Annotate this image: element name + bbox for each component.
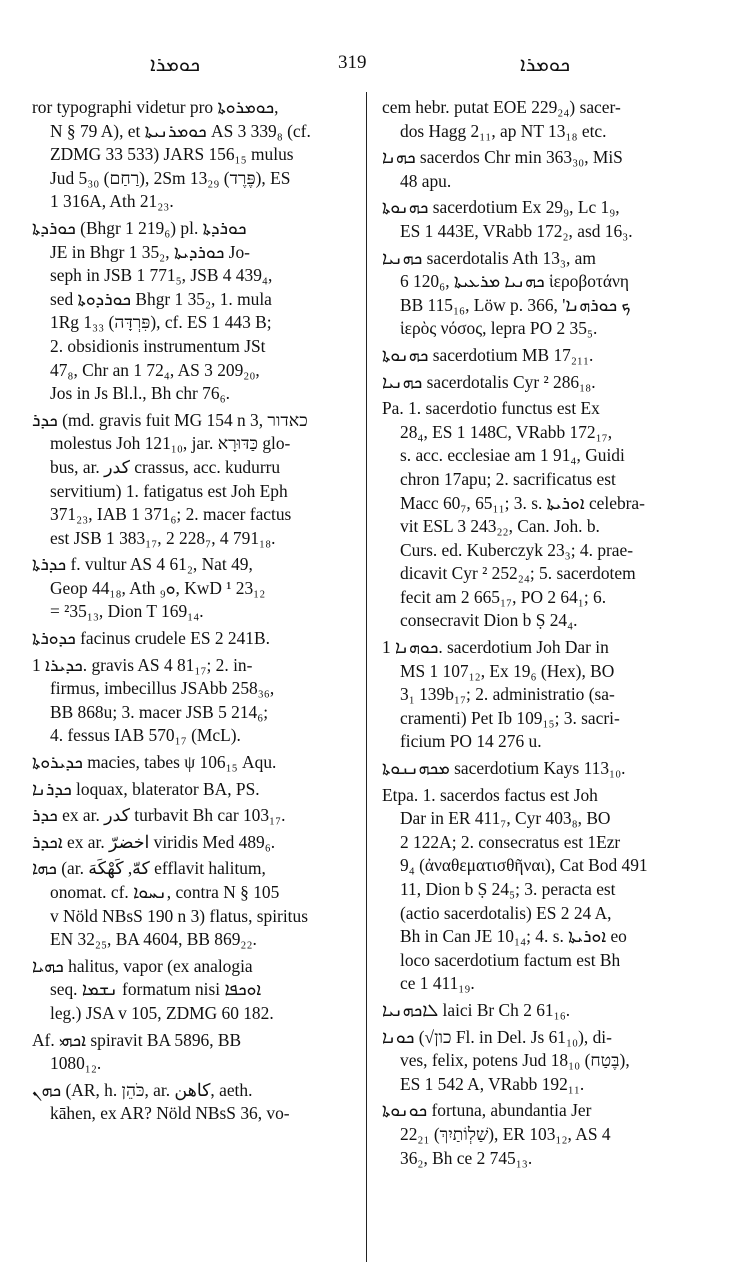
entry-line: 9₄ (ἀναθεματισθῆναι), Cat Bod 491 <box>400 855 648 876</box>
entry-line: Pa. 1. sacerdotio functus est Ex <box>382 398 600 419</box>
entry-line: BB 868u; 3. macer JSB 5 214₆; <box>50 701 269 722</box>
entry-line: 28₄, ES 1 148C, VRabb 172₁₇, <box>400 421 613 442</box>
entry-line: firmus, imbecillus JSAbb 258₃₆, <box>50 678 275 699</box>
entry-line: Etpa. 1. sacerdos factus est Joh <box>382 784 598 805</box>
entry-line: cramenti) Pet Ib 109₁₅; 3. sacri- <box>400 707 620 728</box>
entry-line: seq. ܢܫܡܐ formatum nisi ܐܘܟܦܐ <box>50 979 262 1000</box>
dictionary-entry <box>32 751 350 775</box>
entry-line: onomat. cf. ܢܚܘܐ, contra N § 105 <box>50 882 280 902</box>
entry-line: ܟܕܝܪܐ 1. gravis AS 4 81₁₇; 2. in- <box>32 654 253 675</box>
dictionary-entry <box>382 96 704 143</box>
dictionary-entry <box>382 999 704 1023</box>
entry-line: ܟܗܢܐ sacerdos Chr min 363₃₀, MiS <box>382 147 623 168</box>
dictionary-entry <box>382 344 704 368</box>
dictionary-entry <box>32 1079 350 1126</box>
entry-line: (actio sacerdotalis) ES 2 24 A, <box>400 902 612 923</box>
entry-line: 1080₁₂. <box>50 1053 102 1074</box>
entry-line: fecit am 2 665₁₇, PO 2 64₁; 6. <box>400 586 607 607</box>
dictionary-entry <box>32 553 350 624</box>
dictionary-entry <box>382 757 704 781</box>
entry-line: = ²35₁₃, Dion T 169₁₄. <box>50 601 204 622</box>
dictionary-entry <box>382 397 704 633</box>
entry-line: ܐܟܕܪ ex ar. اخضرّ viridis Med 489₆. <box>32 831 276 852</box>
entry-line: 11, Dion b Ṣ 24₅; 3. peracta est <box>400 879 616 899</box>
entry-line: leg.) JSA v 105, ZDMG 60 182. <box>50 1002 274 1023</box>
entry-line: ܟܕܪ (md. gravis fuit MG 154 n 3, כאדור <box>32 409 308 430</box>
entry-line: ܟܕܪ ex ar. كدر turbavit Bh car 103₁₇. <box>32 805 286 826</box>
page-header <box>0 52 750 82</box>
entry-line: ܟܗܝܐ halitus, vapor (ex analogia <box>32 955 253 976</box>
dictionary-entry <box>32 654 350 748</box>
entry-line: ܟܗܢܝܐ sacerdotalis Ath 13₃, am <box>382 247 596 268</box>
entry-line: dicavit Cyr ² 252₂₄; 5. sacerdotem <box>400 563 636 584</box>
entry-line: ror typographi videtur pro ܟܘܡܪܘܬܐ, <box>32 97 279 117</box>
entry-line: Macc 60₇, 65₁₁; 3. s. ܐܘܪܝܬܐ celebra- <box>400 492 645 513</box>
entry-line: loco sacerdotium factum est Bh <box>400 949 621 970</box>
entry-line: cem hebr. putat EOE 229₂₄) sacer- <box>382 97 621 117</box>
entry-line: ܟܗܢܘܬܐ sacerdotium MB 17₂₁₁. <box>382 344 594 365</box>
dictionary-entry <box>32 857 350 951</box>
entry-line: EN 32₂₅, BA 4604, BB 869₂₂. <box>50 929 257 950</box>
entry-line: ES 1 542 A, VRabb 192₁₁. <box>400 1073 585 1094</box>
dictionary-entry <box>382 196 704 243</box>
entry-line: bus, ar. كدر crassus, acc. kudurru <box>50 456 281 477</box>
entry-line: 4. fessus IAB 570₁₇ (McL). <box>50 725 241 746</box>
entry-line: ܟܘܗܢܐ 1. sacerdotium Joh Dar in <box>382 637 609 658</box>
dictionary-entry <box>382 247 704 341</box>
entry-line: ܟܘܢܐ (√כון Fl. in Del. Js 61₁₀), di- <box>382 1026 612 1047</box>
dictionary-entry <box>382 636 704 754</box>
entry-line: seph in JSB 1 771₅, JSB 4 439₄, <box>50 265 273 286</box>
entry-line: ܟܘܪܕܬܐ (Bhgr 1 219₆) pl. ܟܘܪܕܬܐ <box>32 217 247 238</box>
entry-line: ܟܗܢܘܬܐ sacerdotium Ex 29₉, Lc 1₉, <box>382 197 620 218</box>
entry-line: ܟܗܢ (AR, h. כֹּהֵן, ar. كاهن, aeth. <box>32 1079 253 1100</box>
entry-line: ܡܟܗܢܢܘܬܐ sacerdotium Kays 113₁₀. <box>382 758 626 779</box>
entry-line: 6 120₆, ܟܗܢܝܐ ܡܪܥܝܬܐ ἱεροβοτάνη <box>400 271 629 292</box>
entry-line: 22₂₁ (שַׁלְוֹתַיִךְ), ER 103₁₂, AS 4 <box>400 1123 611 1144</box>
entry-line: 48 apu. <box>400 170 452 191</box>
dictionary-entry <box>382 371 704 395</box>
entry-line: MS 1 107₁₂, Ex 19₆ (Hex), BO <box>400 660 615 681</box>
column-divider <box>366 92 367 1262</box>
entry-line: 2 122A; 2. consecratus est 1Ezr <box>400 831 621 852</box>
entry-line: s. acc. ecclesiae am 1 91₄, Guidi <box>400 445 625 466</box>
dictionary-entry <box>382 784 704 996</box>
entry-line: ܠܐܟܗܢܝܐ laici Br Ch 2 61₁₆. <box>382 999 571 1020</box>
entry-line: consecravit Dion b Ṣ 24₄. <box>400 610 578 631</box>
dictionary-entry <box>32 831 350 855</box>
left-column <box>32 96 350 1129</box>
entry-line: molestus Joh 121₁₀, jar. כַּדּוּרָא glo- <box>50 433 291 454</box>
entry-line: 2. obsidionis instrumentum JSt <box>50 335 266 356</box>
entry-line: dos Hagg 2₁₁, ap NT 13₁₈ etc. <box>400 120 607 141</box>
dictionary-entry <box>382 1099 704 1170</box>
entry-line: ἱερὸς νόσος, lepra PO 2 35₅. <box>400 318 598 339</box>
entry-line: chron 17apu; 2. sacrificatus est <box>400 468 616 489</box>
entry-line: ܟܗܐ (ar. كهّ, كَهْكَهَ efflavit halitum, <box>32 858 266 879</box>
entry-line: JE in Bhgr 1 35₂, ܟܘܪܕܝܬܐ Jo- <box>50 241 250 262</box>
entry-line: ficium PO 14 276 u. <box>400 731 542 752</box>
entry-line: 36₂, Bh ce 2 745₁₃. <box>400 1147 533 1168</box>
entry-line: ܟܕܘܪܬܐ facinus crudele ES 2 241B. <box>32 628 270 649</box>
entry-line: Geop 44₁₈, Ath ܘ₉, KwD ¹ 23₁₂ <box>50 577 266 598</box>
dictionary-entry <box>32 955 350 1026</box>
entry-line: servitium) 1. fatigatus est Joh Eph <box>50 480 288 501</box>
entry-line: Bh in Can JE 10₁₄; 4. s. ܐܘܪܝܬܐ eo <box>400 926 627 947</box>
entry-line: ܟܕܝܪܘܬܐ macies, tabes ψ 106₁₅ Aqu. <box>32 752 277 773</box>
entry-line: ܟܘܢܘܬܐ fortuna, abundantia Jer <box>382 1100 592 1121</box>
entry-line: vit ESL 3 243₂₂, Can. Joh. b. <box>400 516 600 537</box>
dictionary-entry <box>32 627 350 651</box>
entry-line: ZDMG 33 533) JARS 156₁₅ mulus <box>50 144 294 165</box>
entry-line: est JSB 1 383₁₇, 2 228₇, 4 791₁₈. <box>50 527 276 548</box>
entry-line: 47₈, Chr an 1 72₄, AS 3 209₂₀, <box>50 359 260 380</box>
running-head-right: ܟܘܡܪܐ <box>520 52 571 76</box>
entry-line: Jos in Js Bl.l., Bh chr 76₆. <box>50 383 230 404</box>
entry-line: sed ܟܘܪܕܘܬܐ Bhgr 1 35₂, 1. mula <box>50 288 272 309</box>
right-column <box>382 96 704 1173</box>
running-head-left: ܟܘܡܪܐ <box>150 52 201 76</box>
entry-line: Curs. ed. Kuberczyk 23₃; 4. prae- <box>400 539 634 560</box>
entry-line: ES 1 443E, VRabb 172₂, asd 16₃. <box>400 220 633 241</box>
entry-line: v Nöld NBsS 190 n 3) flatus, spiritus <box>50 905 308 926</box>
entry-line: ves, felix, potens Jud 18₁₀ (בֶּטַח), <box>400 1050 630 1071</box>
entry-line: 3₁ 139b₁₇; 2. administratio (sa- <box>400 684 615 705</box>
entry-line: ce 1 411₁₉. <box>400 973 475 994</box>
dictionary-entry <box>32 804 350 828</box>
entry-line: Jud 5₃₀ (רַחַם), 2Sm 13₂₉ (פֶּרֶד), ES <box>50 167 291 188</box>
entry-line: ܟܕܪܢܐ loquax, blaterator BA, PS. <box>32 778 260 799</box>
entry-line: Af. ܐܟܗܝ spiravit BA 5896, BB <box>32 1029 242 1050</box>
page-number: 319 <box>338 52 367 73</box>
entry-line: N § 79 A), et ܟܘܡܪܢܝܬܐ AS 3 339₈ (cf. <box>50 120 311 141</box>
dictionary-entry <box>32 409 350 551</box>
dictionary-entry <box>32 217 350 406</box>
entry-line: 1Rg 1₃₃ (פִּרְדָּה), cf. ES 1 443 B; <box>50 312 272 333</box>
entry-line: kāhen, ex AR? Nöld NBsS 36, vo- <box>50 1103 290 1124</box>
entry-line: ܟܗܢܝܐ sacerdotalis Cyr ² 286₁₈. <box>382 371 596 392</box>
dictionary-entry <box>382 146 704 193</box>
dictionary-entry <box>32 1029 350 1076</box>
dictionary-entry <box>382 1026 704 1097</box>
entry-line: BB 115₁₆, Löw p. 366, 'ܟ ܟܘܪܗܢܐ <box>400 294 631 315</box>
dictionary-entry <box>32 778 350 802</box>
entry-line: 1 316A, Ath 21₂₃. <box>50 191 174 212</box>
entry-line: ܟܕܪܬܐ f. vultur AS 4 61₂, Nat 49, <box>32 554 253 575</box>
entry-line: 371₂₃, IAB 1 371₆; 2. macer factus <box>50 504 292 525</box>
entry-line: Dar in ER 411₇, Cyr 403₈, BO <box>400 808 611 829</box>
dictionary-entry <box>32 96 350 214</box>
